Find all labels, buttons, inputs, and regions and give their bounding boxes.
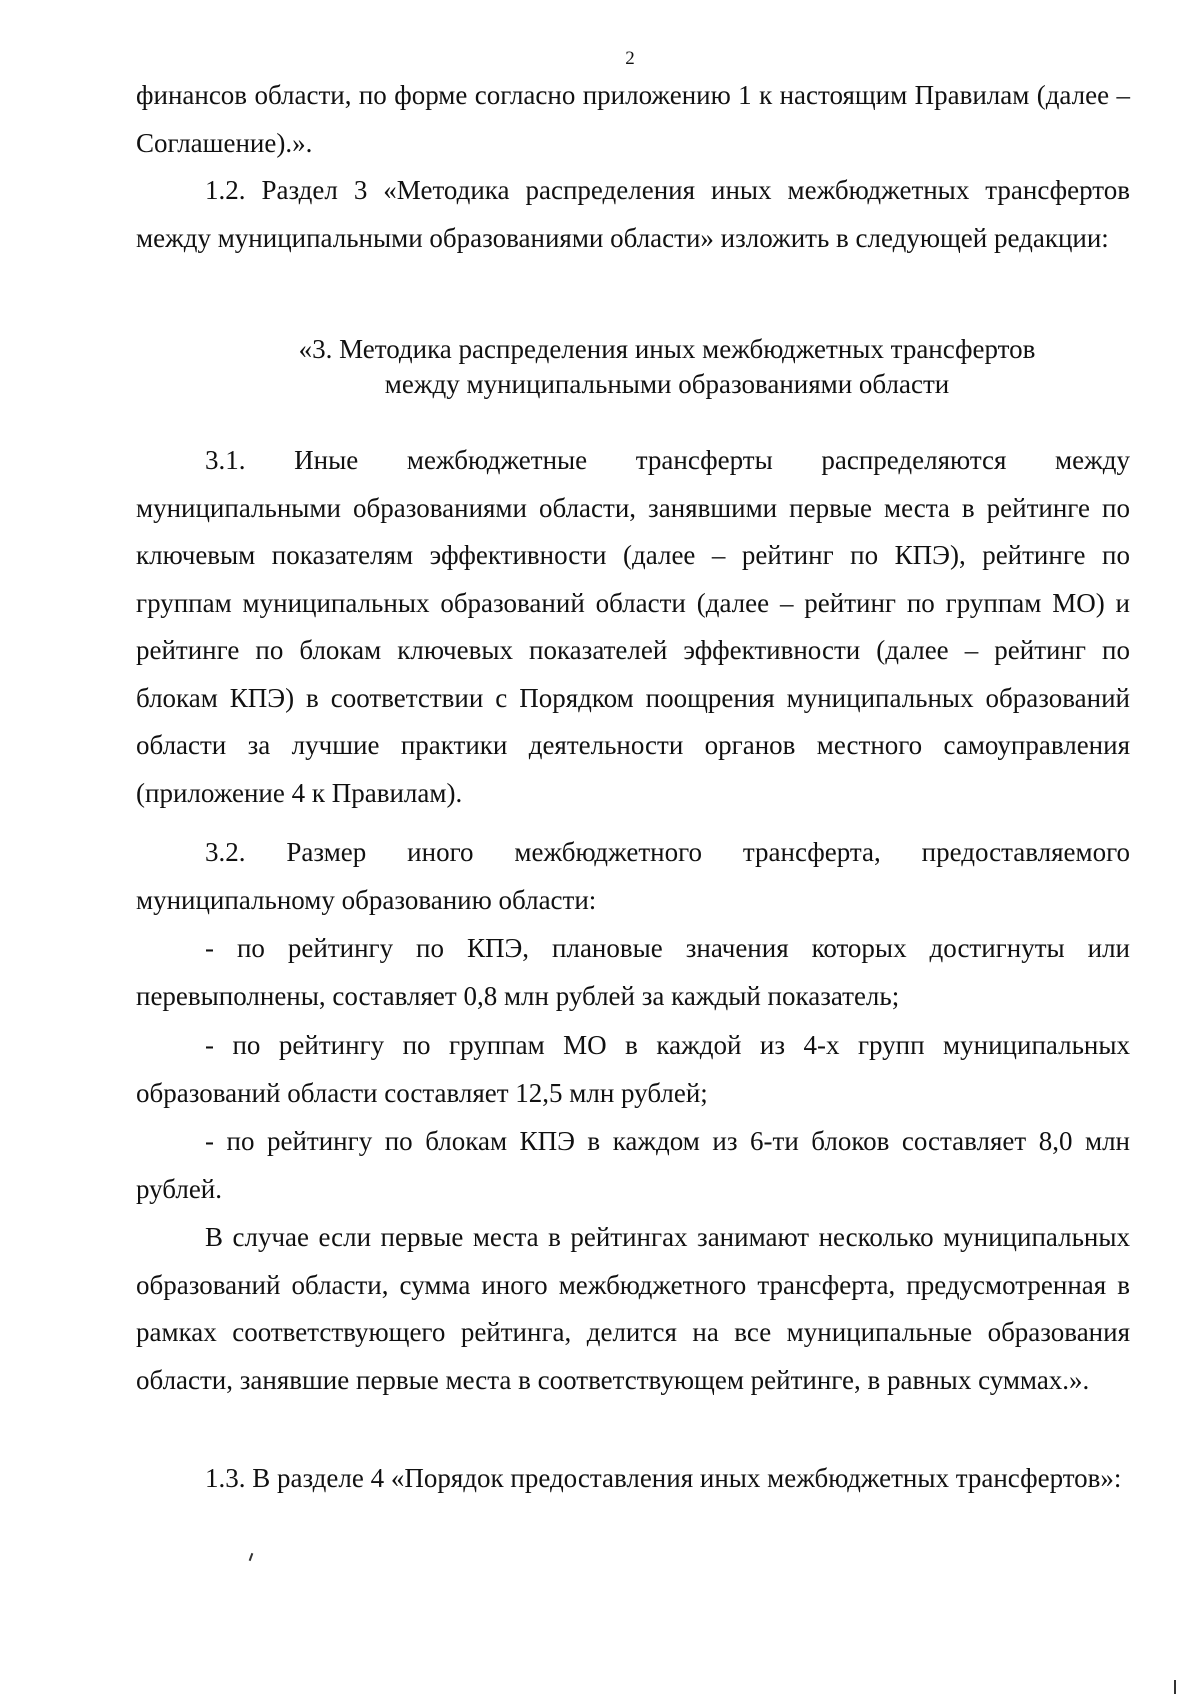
paragraph-intro: финансов области, по форме согласно приложению 1 к настоящим Правилам (далее – Соглашение).».: [136, 80, 1130, 158]
paragraph-item-kpe: - по рейтингу по КПЭ, плановые значения которых достигнуты или перевыполнены, составляет 0,8 млн рублей за каждый показатель;: [136, 933, 1130, 1011]
scan-edge-mark: [1174, 1680, 1176, 1694]
paragraph-item-blocks: - по рейтингу по блокам КПЭ в каждом из 6-ти блоков составляет 8,0 млн рублей.: [136, 1126, 1130, 1204]
paragraph-1-3: 1.3. В разделе 4 «Порядок предоставления иных межбюджетных трансфертов»:: [205, 1463, 1122, 1493]
section-heading: [136, 332, 1198, 402]
section-heading-line2: между муниципальными образованиями области: [384, 369, 950, 399]
paragraph-1-2: 1.2. Раздел 3 «Методика распределения иных межбюджетных трансфертов между муниципальными образованиями области» изложить в следующей редакции:: [136, 175, 1130, 253]
paragraph-3-1: 3.1. Иные межбюджетные трансферты распределяются между муниципальными образованиями области, занявшими первые места в рейтинге по ключевым показателям эффективности (далее – рейтинг по КПЭ), рейтинге по группам муниципальных образований области (далее – рейтинг по группам МО) и рейтинге по блокам ключевых показателей эффективности (далее – рейтинг по блокам КПЭ) в соответствии с Порядком поощрения муниципальных образований области за лучшие практики деятельности органов местного самоуправления (приложение 4 к Правилам).: [136, 445, 1130, 808]
paragraph-item-groups: - по рейтингу по группам МО в каждой из 4-х групп муниципальных образований области составляет 12,5 млн рублей;: [136, 1030, 1130, 1108]
page-number: 2: [625, 48, 635, 69]
paragraph-equal-shares: В случае если первые места в рейтингах занимают несколько муниципальных образований области, сумма иного межбюджетного трансферта, предусмотренная в рамках соответствующего рейтинга, делится на все муниципальные образования области, занявшие первые места в соответствующем рейтинге, в равных суммах.».: [136, 1222, 1130, 1395]
scan-mark: [249, 1553, 254, 1561]
paragraph-3-2: 3.2. Размер иного межбюджетного трансферта, предоставляемого муниципальному образованию области:: [136, 837, 1130, 915]
section-heading-line1: «3. Методика распределения иных межбюджетных трансфертов: [298, 334, 1036, 364]
